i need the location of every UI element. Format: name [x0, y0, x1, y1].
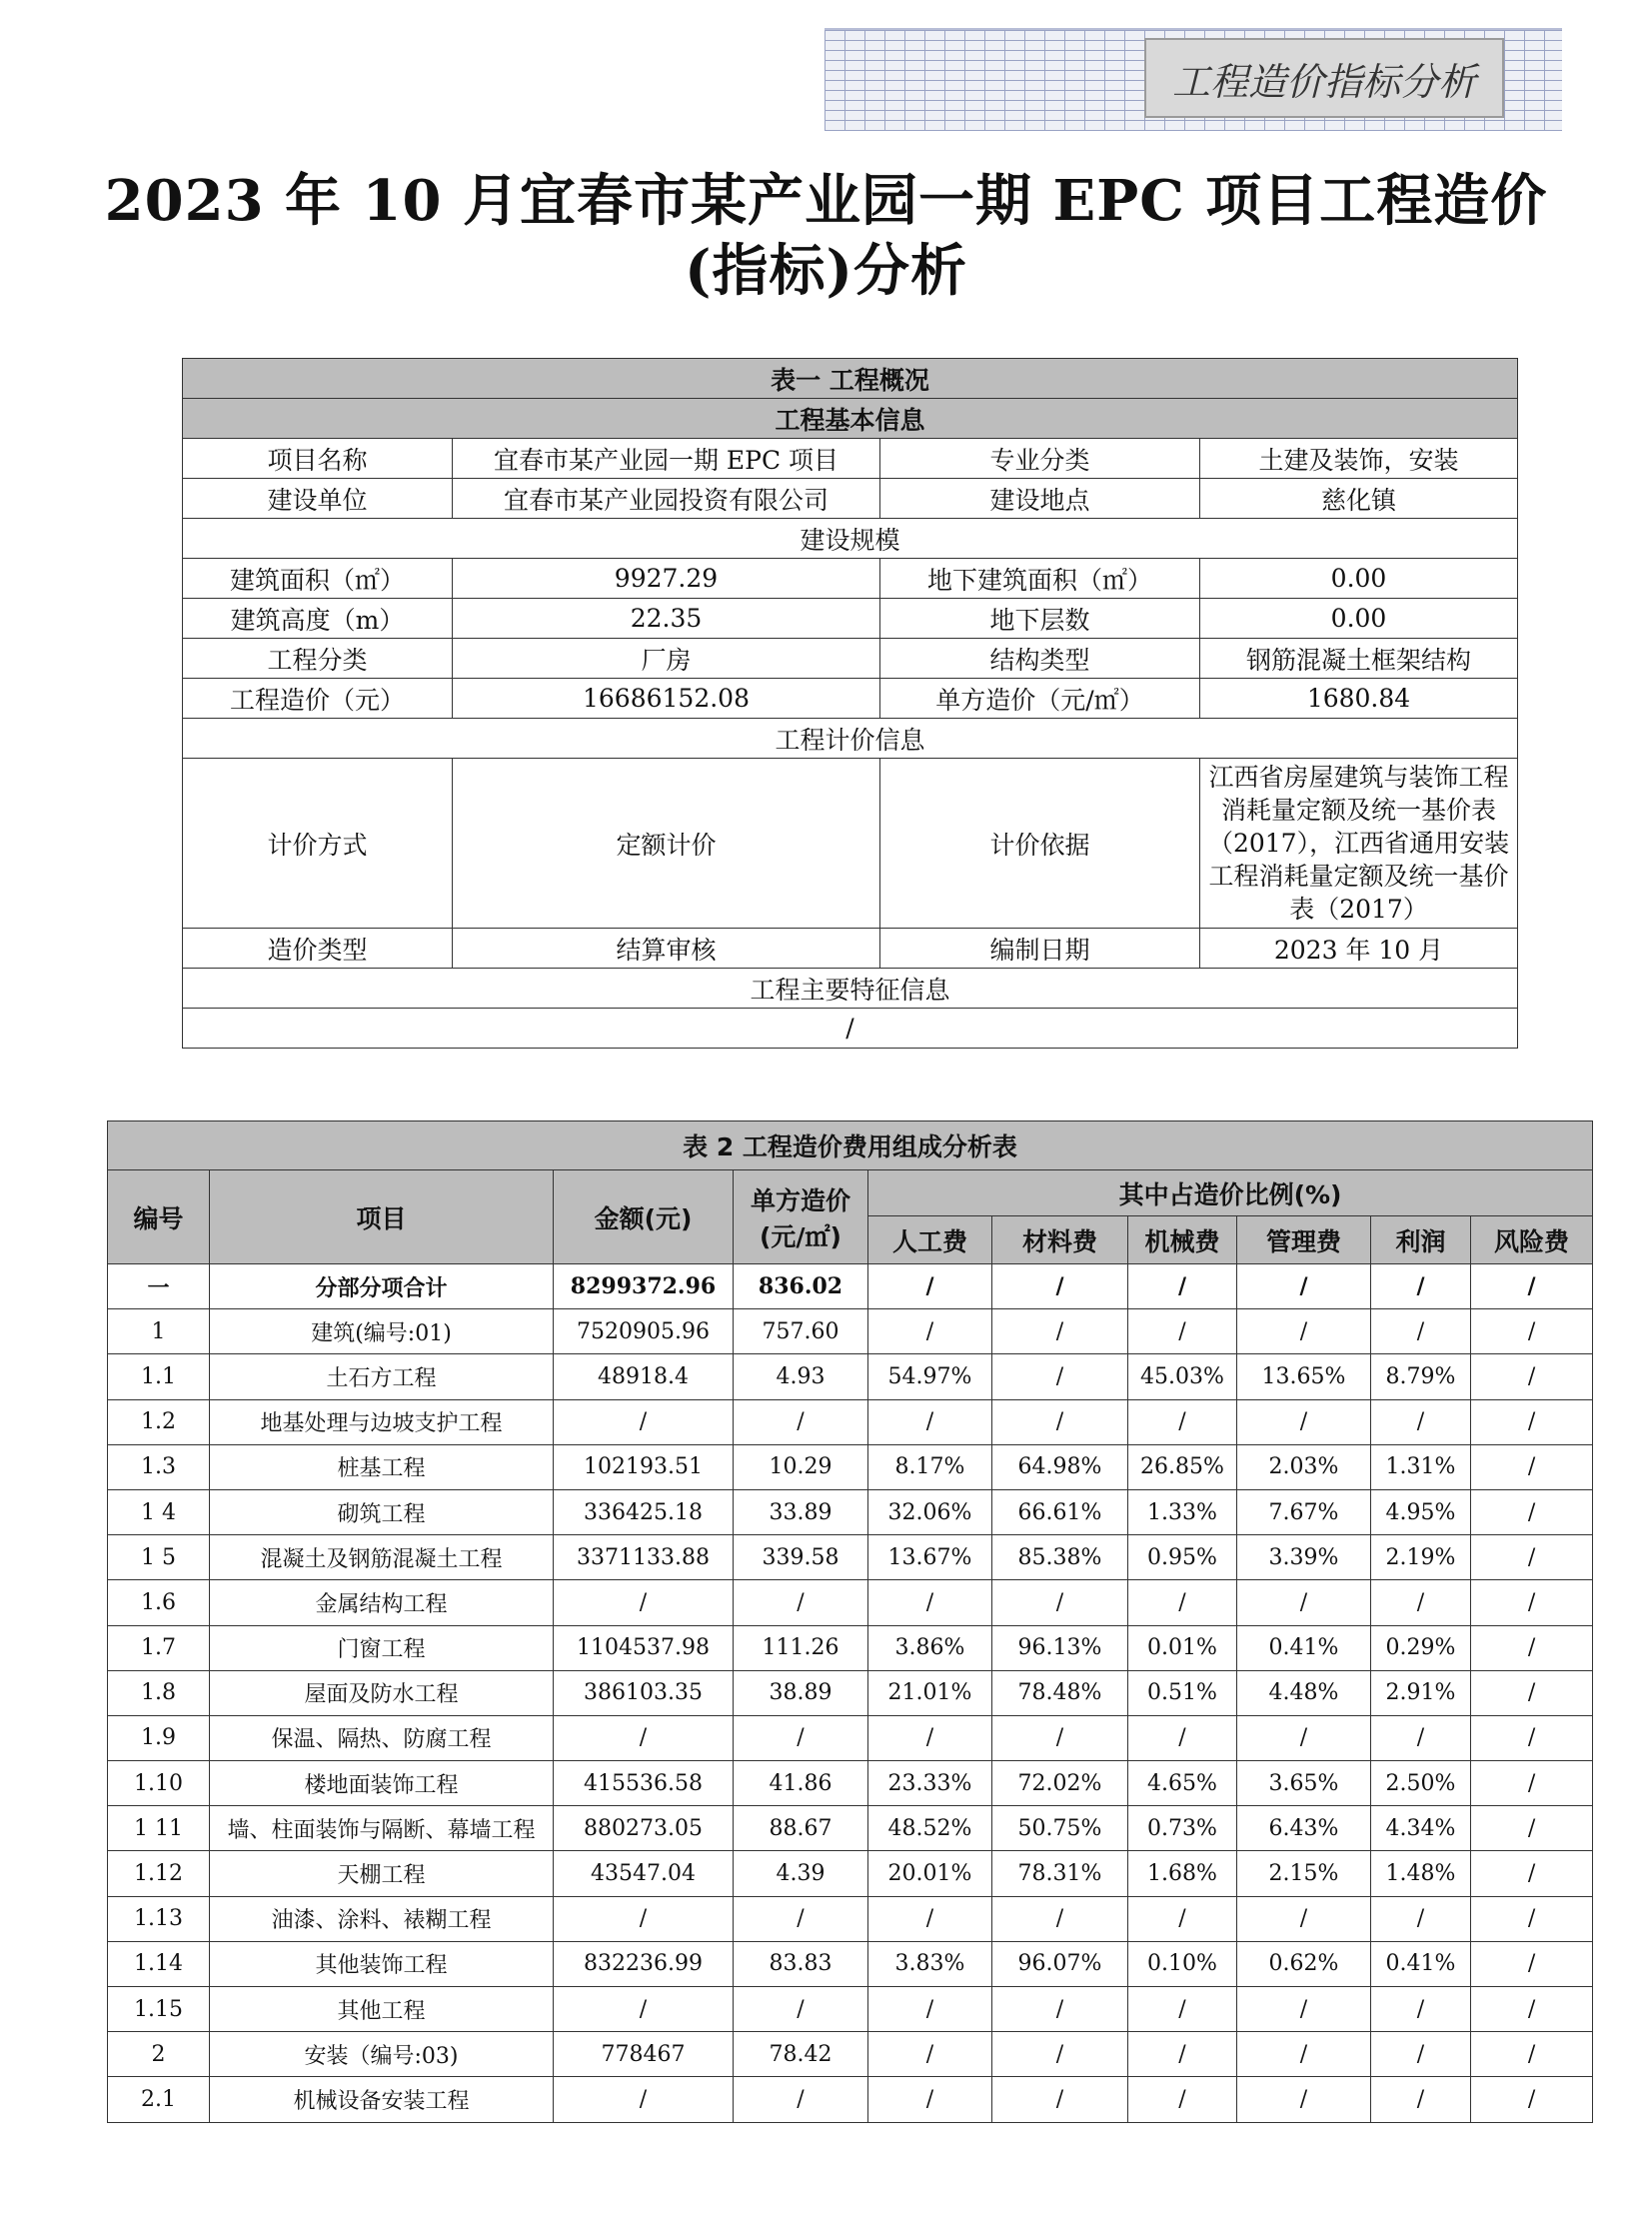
cell-material: 66.61%	[992, 1489, 1128, 1534]
cell-unit: 38.89	[734, 1670, 868, 1715]
cell-profit: /	[1371, 1399, 1471, 1444]
cell-material: 72.02%	[992, 1761, 1128, 1806]
cell-risk: /	[1471, 1580, 1593, 1625]
cell-management: /	[1237, 1399, 1371, 1444]
cell-management: /	[1237, 2032, 1371, 2077]
table-row	[108, 1489, 1593, 1534]
cell-unit: 83.83	[734, 1941, 868, 1986]
cell-risk: /	[1471, 1264, 1593, 1309]
cell-labor: 32.06%	[868, 1489, 992, 1534]
cell-unit: 836.02	[734, 1264, 868, 1309]
cost-label: 工程造价（元）	[183, 679, 453, 719]
cell-risk: /	[1471, 1896, 1593, 1941]
cell-machine: 0.73%	[1128, 1806, 1237, 1851]
cell-material: /	[992, 1264, 1128, 1309]
table-row	[108, 1264, 1593, 1309]
cell-management: 13.65%	[1237, 1354, 1371, 1399]
cell-labor: /	[868, 1309, 992, 1354]
cell-machine: 26.85%	[1128, 1444, 1237, 1489]
table-row	[108, 1354, 1593, 1399]
cell-profit: 2.50%	[1371, 1761, 1471, 1806]
header-amount: 金额(元)	[554, 1170, 734, 1264]
cell-material: 85.38%	[992, 1535, 1128, 1580]
cell-item: 安装（编号:03)	[210, 2032, 554, 2077]
cell-management: 7.67%	[1237, 1489, 1371, 1534]
cell-unit: 78.42	[734, 2032, 868, 2077]
header-item: 项目	[210, 1170, 554, 1264]
cell-profit: 1.31%	[1371, 1444, 1471, 1489]
cell-no: 1.14	[108, 1941, 210, 1986]
cell-risk: /	[1471, 1806, 1593, 1851]
cell-unit: 10.29	[734, 1444, 868, 1489]
cell-profit: 2.91%	[1371, 1670, 1471, 1715]
cell-unit: 4.39	[734, 1851, 868, 1896]
cell-management: /	[1237, 1896, 1371, 1941]
cell-no: 1.8	[108, 1670, 210, 1715]
cell-no: 1 5	[108, 1535, 210, 1580]
cell-management: /	[1237, 1987, 1371, 2032]
cell-no: 2.1	[108, 2077, 210, 2122]
cell-risk: /	[1471, 1987, 1593, 2032]
cell-item: 门窗工程	[210, 1625, 554, 1670]
cell-no: 1.7	[108, 1625, 210, 1670]
cell-risk: /	[1471, 1444, 1593, 1489]
location-value: 慈化镇	[1200, 479, 1518, 519]
header-material: 材料费	[992, 1216, 1128, 1264]
section-features: 工程主要特征信息	[183, 969, 1518, 1009]
cell-risk: /	[1471, 1670, 1593, 1715]
cell-profit: /	[1371, 1987, 1471, 2032]
cell-management: /	[1237, 1580, 1371, 1625]
cell-no: 1 4	[108, 1489, 210, 1534]
cell-labor: 21.01%	[868, 1670, 992, 1715]
cell-management: /	[1237, 1309, 1371, 1354]
project-name-value: 宜春市某产业园一期 EPC 项目	[453, 439, 880, 479]
title-line-1: 2023 年 10 月宜春市某产业园一期 EPC 项目工程造价	[104, 168, 1548, 234]
cell-machine: /	[1128, 1896, 1237, 1941]
cell-management: 2.15%	[1237, 1851, 1371, 1896]
area-value: 9927.29	[453, 559, 880, 599]
cell-risk: /	[1471, 1489, 1593, 1534]
cell-item: 保温、隔热、防腐工程	[210, 1715, 554, 1760]
table-row	[108, 1625, 1593, 1670]
cell-material: /	[992, 1354, 1128, 1399]
cell-management: /	[1237, 2077, 1371, 2122]
height-label: 建筑高度（m）	[183, 599, 453, 639]
cell-unit: 339.58	[734, 1535, 868, 1580]
cell-material: 96.13%	[992, 1625, 1128, 1670]
cell-profit: /	[1371, 1896, 1471, 1941]
section-scale: 建设规模	[183, 519, 1518, 559]
cell-amount: 3371133.88	[554, 1535, 734, 1580]
cell-risk: /	[1471, 1535, 1593, 1580]
cell-risk: /	[1471, 1941, 1593, 1986]
cell-unit: /	[734, 1987, 868, 2032]
cell-machine: /	[1128, 2032, 1237, 2077]
cell-item: 屋面及防水工程	[210, 1670, 554, 1715]
cell-risk: /	[1471, 1761, 1593, 1806]
cell-item: 其他工程	[210, 1987, 554, 2032]
cell-machine: 0.10%	[1128, 1941, 1237, 1986]
cell-machine: /	[1128, 1264, 1237, 1309]
cell-amount: /	[554, 1580, 734, 1625]
cell-machine: 1.33%	[1128, 1489, 1237, 1534]
cell-amount: /	[554, 1399, 734, 1444]
header-labor: 人工费	[868, 1216, 992, 1264]
cell-profit: 4.34%	[1371, 1806, 1471, 1851]
cell-unit: 757.60	[734, 1309, 868, 1354]
table-row	[108, 2077, 1593, 2122]
cell-labor: 13.67%	[868, 1535, 992, 1580]
cost-type-label: 造价类型	[183, 929, 453, 969]
cell-item: 桩基工程	[210, 1444, 554, 1489]
section-basic-info: 工程基本信息	[183, 399, 1518, 439]
cell-unit: /	[734, 2077, 868, 2122]
underground-floors-label: 地下层数	[880, 599, 1200, 639]
unit-cost-value: 1680.84	[1200, 679, 1518, 719]
cell-risk: /	[1471, 1851, 1593, 1896]
underground-floors-value: 0.00	[1200, 599, 1518, 639]
specialty-label: 专业分类	[880, 439, 1200, 479]
cell-material: 78.48%	[992, 1670, 1128, 1715]
table-row	[108, 1896, 1593, 1941]
cell-no: 一	[108, 1264, 210, 1309]
cell-machine: 1.68%	[1128, 1851, 1237, 1896]
cell-amount: 832236.99	[554, 1941, 734, 1986]
cell-no: 1.13	[108, 1896, 210, 1941]
title-line-2: (指标)分析	[685, 238, 967, 304]
cell-no: 1 11	[108, 1806, 210, 1851]
date-label: 编制日期	[880, 929, 1200, 969]
table-row	[108, 1670, 1593, 1715]
cell-labor: /	[868, 1715, 992, 1760]
table-row	[108, 1535, 1593, 1580]
cell-unit: /	[734, 1715, 868, 1760]
cell-amount: 43547.04	[554, 1851, 734, 1896]
cell-unit: 111.26	[734, 1625, 868, 1670]
cell-amount: 386103.35	[554, 1670, 734, 1715]
cell-item: 砌筑工程	[210, 1489, 554, 1534]
method-value: 定额计价	[453, 759, 880, 929]
cell-profit: /	[1371, 2077, 1471, 2122]
cell-labor: /	[868, 1896, 992, 1941]
cell-unit: /	[734, 1896, 868, 1941]
table-row	[108, 1851, 1593, 1896]
cell-management: 0.62%	[1237, 1941, 1371, 1986]
cell-management: 6.43%	[1237, 1806, 1371, 1851]
cell-labor: 3.86%	[868, 1625, 992, 1670]
unit-cost-label: 单方造价（元/㎡）	[880, 679, 1200, 719]
cell-management: /	[1237, 1715, 1371, 1760]
cell-management: 4.48%	[1237, 1670, 1371, 1715]
cell-item: 油漆、涂料、裱糊工程	[210, 1896, 554, 1941]
cell-amount: 8299372.96	[554, 1264, 734, 1309]
cell-no: 2	[108, 2032, 210, 2077]
location-label: 建设地点	[880, 479, 1200, 519]
section-pricing: 工程计价信息	[183, 719, 1518, 759]
underground-area-value: 0.00	[1200, 559, 1518, 599]
cell-no: 1.2	[108, 1399, 210, 1444]
cell-no: 1	[108, 1309, 210, 1354]
cell-material: 50.75%	[992, 1806, 1128, 1851]
cell-risk: /	[1471, 1354, 1593, 1399]
cell-unit: 88.67	[734, 1806, 868, 1851]
cell-labor: 48.52%	[868, 1806, 992, 1851]
table2-title: 表 2 工程造价费用组成分析表	[108, 1121, 1593, 1170]
cell-labor: 23.33%	[868, 1761, 992, 1806]
document-title	[0, 166, 1652, 306]
table-row	[108, 1941, 1593, 1986]
cell-labor: /	[868, 2032, 992, 2077]
structure-value: 钢筋混凝土框架结构	[1200, 639, 1518, 679]
cell-no: 1.15	[108, 1987, 210, 2032]
cell-labor: 20.01%	[868, 1851, 992, 1896]
cell-item: 其他装饰工程	[210, 1941, 554, 1986]
cell-machine: /	[1128, 1715, 1237, 1760]
header-unit-cost-line1: 单方造价	[750, 1185, 850, 1215]
cell-amount: 1104537.98	[554, 1625, 734, 1670]
cell-risk: /	[1471, 1625, 1593, 1670]
cell-no: 1.3	[108, 1444, 210, 1489]
cell-unit: /	[734, 1580, 868, 1625]
underground-area-label: 地下建筑面积（㎡）	[880, 559, 1200, 599]
cell-item: 混凝土及钢筋混凝土工程	[210, 1535, 554, 1580]
method-label: 计价方式	[183, 759, 453, 929]
table-row	[108, 1444, 1593, 1489]
cell-material: /	[992, 1896, 1128, 1941]
header-no: 编号	[108, 1170, 210, 1264]
cell-management: 2.03%	[1237, 1444, 1371, 1489]
cell-machine: /	[1128, 1309, 1237, 1354]
cell-no: 1.9	[108, 1715, 210, 1760]
cell-item: 楼地面装饰工程	[210, 1761, 554, 1806]
cell-management: 3.65%	[1237, 1761, 1371, 1806]
builder-value: 宜春市某产业园投资有限公司	[453, 479, 880, 519]
cell-item: 地基处理与边坡支护工程	[210, 1399, 554, 1444]
header-unit-cost-line2: (元/㎡)	[760, 1221, 841, 1251]
cell-material: /	[992, 1580, 1128, 1625]
banner-label: 工程造价指标分析	[1144, 38, 1504, 118]
cell-labor: /	[868, 1987, 992, 2032]
table1-title: 表一 工程概况	[183, 359, 1518, 399]
cell-labor: /	[868, 1399, 992, 1444]
cell-labor: 8.17%	[868, 1444, 992, 1489]
cell-amount: 102193.51	[554, 1444, 734, 1489]
header-risk: 风险费	[1471, 1216, 1593, 1264]
cell-material: /	[992, 1309, 1128, 1354]
cell-risk: /	[1471, 1399, 1593, 1444]
category-value: 厂房	[453, 639, 880, 679]
cell-management: /	[1237, 1264, 1371, 1309]
cell-amount: 48918.4	[554, 1354, 734, 1399]
cell-item: 机械设备安装工程	[210, 2077, 554, 2122]
cell-material: 78.31%	[992, 1851, 1128, 1896]
cell-risk: /	[1471, 1309, 1593, 1354]
builder-label: 建设单位	[183, 479, 453, 519]
cell-unit: /	[734, 1399, 868, 1444]
project-overview-table	[182, 358, 1518, 1049]
cell-amount: 880273.05	[554, 1806, 734, 1851]
cell-labor: /	[868, 1264, 992, 1309]
cell-item: 金属结构工程	[210, 1580, 554, 1625]
cell-amount: 7520905.96	[554, 1309, 734, 1354]
header-profit: 利润	[1371, 1216, 1471, 1264]
cell-labor: 54.97%	[868, 1354, 992, 1399]
cell-item: 天棚工程	[210, 1851, 554, 1896]
cell-item: 土石方工程	[210, 1354, 554, 1399]
cell-profit: 8.79%	[1371, 1354, 1471, 1399]
cell-risk: /	[1471, 2077, 1593, 2122]
cell-unit: 4.93	[734, 1354, 868, 1399]
cell-unit: 33.89	[734, 1489, 868, 1534]
cell-machine: 0.95%	[1128, 1535, 1237, 1580]
specialty-value: 土建及装饰，安装	[1200, 439, 1518, 479]
cell-amount: /	[554, 1715, 734, 1760]
cell-item: 分部分项合计	[210, 1264, 554, 1309]
cell-profit: /	[1371, 1580, 1471, 1625]
date-value: 2023 年 10 月	[1200, 929, 1518, 969]
cell-material: /	[992, 1987, 1128, 2032]
cost-composition-table	[107, 1120, 1593, 2123]
table-row	[108, 1715, 1593, 1760]
table-row	[108, 1761, 1593, 1806]
cell-risk: /	[1471, 2032, 1593, 2077]
cell-amount: /	[554, 1896, 734, 1941]
cost-value: 16686152.08	[453, 679, 880, 719]
cell-amount: /	[554, 1987, 734, 2032]
cell-machine: 4.65%	[1128, 1761, 1237, 1806]
cell-material: /	[992, 1399, 1128, 1444]
project-name-label: 项目名称	[183, 439, 453, 479]
cell-profit: /	[1371, 1309, 1471, 1354]
cell-profit: 1.48%	[1371, 1851, 1471, 1896]
basis-value: 江西省房屋建筑与装饰工程消耗量定额及统一基价表（2017），江西省通用安装工程消耗量定额及统一基价表（2017）	[1200, 759, 1518, 929]
cell-profit: 2.19%	[1371, 1535, 1471, 1580]
cell-profit: 0.29%	[1371, 1625, 1471, 1670]
table-row	[108, 1580, 1593, 1625]
cell-labor: 3.83%	[868, 1941, 992, 1986]
cell-amount: 415536.58	[554, 1761, 734, 1806]
cell-profit: /	[1371, 1715, 1471, 1760]
cell-profit: /	[1371, 1264, 1471, 1309]
cell-profit: 4.95%	[1371, 1489, 1471, 1534]
height-value: 22.35	[453, 599, 880, 639]
cell-management: 3.39%	[1237, 1535, 1371, 1580]
cost-type-value: 结算审核	[453, 929, 880, 969]
cell-machine: 0.51%	[1128, 1670, 1237, 1715]
table-row	[108, 1399, 1593, 1444]
cell-material: /	[992, 1715, 1128, 1760]
cell-amount: /	[554, 2077, 734, 2122]
cell-material: /	[992, 2077, 1128, 2122]
cell-labor: /	[868, 2077, 992, 2122]
header-ratio: 其中占造价比例(%)	[868, 1170, 1593, 1216]
cell-machine: 45.03%	[1128, 1354, 1237, 1399]
cell-labor: /	[868, 1580, 992, 1625]
cell-machine: /	[1128, 1399, 1237, 1444]
cell-machine: /	[1128, 1580, 1237, 1625]
cell-no: 1.10	[108, 1761, 210, 1806]
header-machine: 机械费	[1128, 1216, 1237, 1264]
structure-label: 结构类型	[880, 639, 1200, 679]
cell-amount: 336425.18	[554, 1489, 734, 1534]
table-row	[108, 2032, 1593, 2077]
cell-profit: 0.41%	[1371, 1941, 1471, 1986]
table-row	[108, 1987, 1593, 2032]
cell-material: /	[992, 2032, 1128, 2077]
cell-item: 墙、柱面装饰与隔断、幕墙工程	[210, 1806, 554, 1851]
cell-management: 0.41%	[1237, 1625, 1371, 1670]
cell-no: 1.1	[108, 1354, 210, 1399]
cell-machine: /	[1128, 2077, 1237, 2122]
header-management: 管理费	[1237, 1216, 1371, 1264]
category-label: 工程分类	[183, 639, 453, 679]
cell-machine: /	[1128, 1987, 1237, 2032]
cell-profit: /	[1371, 2032, 1471, 2077]
table-row	[108, 1309, 1593, 1354]
table-row	[108, 1806, 1593, 1851]
cell-unit: 41.86	[734, 1761, 868, 1806]
cell-machine: 0.01%	[1128, 1625, 1237, 1670]
cell-material: 96.07%	[992, 1941, 1128, 1986]
area-label: 建筑面积（㎡）	[183, 559, 453, 599]
header-banner	[825, 28, 1562, 131]
cell-item: 建筑(编号:01)	[210, 1309, 554, 1354]
cell-no: 1.12	[108, 1851, 210, 1896]
features-value: /	[183, 1009, 1518, 1049]
cell-no: 1.6	[108, 1580, 210, 1625]
cell-material: 64.98%	[992, 1444, 1128, 1489]
header-unit-cost	[734, 1170, 868, 1264]
cost-rows	[108, 1264, 1593, 2123]
cell-risk: /	[1471, 1715, 1593, 1760]
basis-label: 计价依据	[880, 759, 1200, 929]
cell-amount: 778467	[554, 2032, 734, 2077]
